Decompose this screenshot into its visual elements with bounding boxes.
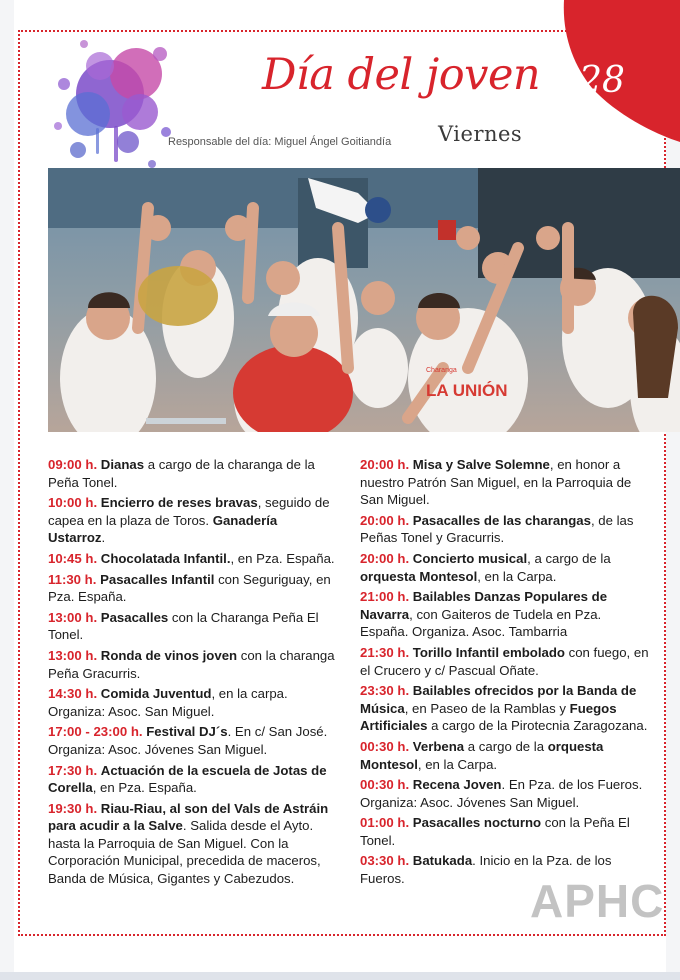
event-name: Festival DJ´s: [146, 724, 228, 740]
event-time: 00:30 h.: [360, 738, 410, 754]
event-name: Pasacalles nocturno: [412, 815, 542, 831]
schedule-item: [360, 512, 652, 547]
event-detail: , seguido de capea en la plaza de Toros.: [48, 495, 330, 528]
schedule-item: [48, 685, 338, 720]
event-time: 21:30 h.: [360, 644, 410, 660]
event-detail: , con Gaiteros de Tudela en Pza. España. Organiza. Asoc. Tambarria: [360, 606, 602, 640]
event-name: Riau-Riau, al son del Vals de Astráin para acudir a la Salve: [48, 800, 329, 834]
event-detail: con Seguriguay, en Pza. España.: [48, 571, 331, 605]
event-name: Torillo Infantil embolado: [412, 644, 565, 660]
event-name: Bailables Danzas Populares de Navarra: [360, 589, 608, 622]
event-detail: a cargo de la Pirotecnia Zaragozana.: [427, 718, 648, 734]
event-time: 01:00 h.: [360, 815, 410, 831]
event-time: 11:30 h.: [48, 571, 97, 587]
schedule-item: [360, 588, 652, 641]
event-time: 17:00 - 23:00 h.: [48, 724, 143, 740]
schedule-item: [360, 550, 652, 585]
schedule-item: [360, 776, 652, 811]
festival-photo: [48, 168, 680, 432]
schedule-item: [48, 456, 338, 491]
event-name: Actuación de la escuela de Jotas de Corella: [48, 762, 327, 796]
event-time: 13:00 h.: [48, 647, 98, 663]
event-time: 13:00 h.: [48, 609, 98, 625]
event-detail: con la Peña El Tonel.: [360, 815, 630, 848]
event-detail: .: [101, 530, 106, 546]
event-name: Pasacalles de las charangas: [412, 512, 591, 528]
event-time: 20:00 h.: [360, 457, 410, 472]
event-detail: , en Pza. España.: [92, 780, 197, 796]
event-name: Pasacalles: [100, 609, 169, 625]
event-detail: con la Charanga Peña El Tonel.: [48, 609, 319, 643]
event-name: orquesta Montesol: [360, 738, 604, 772]
schedule-item: [48, 647, 338, 682]
event-detail: a cargo de la: [464, 738, 548, 754]
event-name: Bailables ofrecidos por la Banda de Música: [360, 683, 637, 716]
event-name: Encierro de reses bravas: [100, 495, 258, 511]
bottom-strip: [0, 972, 680, 980]
schedule-column-right: [360, 456, 652, 891]
event-time: 14:30 h.: [48, 686, 98, 702]
event-detail: , en la Carpa.: [417, 756, 498, 772]
schedule-item: [48, 762, 338, 797]
schedule-column-left: [48, 456, 338, 891]
event-detail: , en la Carpa.: [477, 568, 557, 584]
schedule-item: [48, 550, 338, 568]
event-detail: . Salida desde el Ayto. hasta la Parroquia de San Miguel. Con la Corporación Municipal, precedida de maceros, Banda de Música, Gigantes y Cabezudos.: [48, 818, 321, 887]
event-detail: , en Pza. España.: [230, 550, 335, 566]
crowd-illustration: [48, 168, 680, 432]
event-name: Pasacalles Infantil: [100, 571, 215, 587]
event-detail: con fuego, en el Crucero y c/ Pascual Oñate.: [360, 644, 649, 678]
event-name: Verbena: [412, 738, 465, 754]
schedule-item: [48, 571, 338, 606]
event-name: Recena Joven: [412, 777, 502, 793]
schedule-item: [360, 644, 652, 679]
event-time: 09:00 h.: [48, 457, 98, 472]
event-name: Misa y Salve Solemne: [412, 457, 550, 472]
schedule-item: [360, 814, 652, 849]
event-detail: . En c/ San José. Organiza: Asoc. Jóvenes San Miguel.: [48, 724, 328, 757]
event-name: orquesta Montesol: [360, 568, 478, 584]
schedule-item: [48, 609, 338, 644]
event-name: Comida Juventud: [100, 686, 212, 702]
schedule-item: [360, 738, 652, 773]
event-name: Concierto musical: [412, 550, 528, 566]
event-time: 10:45 h.: [48, 550, 98, 566]
event-detail: , a cargo de la: [527, 550, 611, 566]
shirt-small-text: Charanga: [426, 367, 457, 374]
event-name: Batukada: [412, 853, 473, 869]
schedule-item: [360, 682, 652, 735]
day-number: 28: [579, 60, 625, 101]
event-time: 23:30 h.: [360, 683, 410, 699]
responsable-line: Responsable del día: Miguel Ángel Goitiandía: [168, 136, 392, 148]
event-time: 19:30 h.: [48, 800, 98, 816]
schedule-item: [360, 456, 652, 509]
shirt-text: LA UNIÓN: [426, 381, 508, 400]
event-time: 17:30 h.: [48, 762, 98, 778]
event-detail: , en la carpa. Organiza: Asoc. San Miguel.: [48, 686, 288, 719]
event-time: 20:00 h.: [360, 512, 410, 528]
event-detail: , en Paseo de la Ramblas y: [404, 700, 570, 716]
event-detail: . Inicio en la Pza. de los Fueros.: [360, 853, 612, 887]
event-time: 00:30 h.: [360, 777, 410, 793]
watermark: APHC: [530, 875, 665, 927]
weekday-label: Viernes: [438, 122, 523, 146]
event-detail: con la charanga Peña Gracurris.: [48, 647, 335, 681]
schedule-item: [48, 800, 338, 888]
event-time: 03:30 h.: [360, 853, 410, 869]
event-name: Fuegos Artificiales: [360, 700, 617, 734]
event-time: 10:00 h.: [48, 495, 98, 511]
page-title: Día del joven: [262, 50, 541, 100]
event-detail: a cargo de la charanga de la Peña Tonel.: [48, 457, 315, 490]
event-detail: , en honor a nuestro Patrón San Miguel, en la Parroquia de San Miguel.: [360, 457, 632, 508]
event-name: Ganadería Ustarroz: [48, 512, 278, 546]
event-name: Ronda de vinos joven: [100, 647, 238, 663]
schedule-item: [48, 723, 338, 758]
event-time: 21:00 h.: [360, 589, 410, 605]
ink-splash-icon: [40, 14, 190, 194]
event-time: 20:00 h.: [360, 550, 410, 566]
event-name: Chocolatada Infantil.: [100, 550, 231, 566]
event-detail: , de las Peñas Tonel y Gracurris.: [360, 512, 634, 546]
event-detail: . En Pza. de los Fueros. Organiza: Asoc. Jóvenes San Miguel.: [360, 777, 643, 810]
event-name: Dianas: [100, 457, 145, 472]
schedule-item: [48, 494, 338, 547]
